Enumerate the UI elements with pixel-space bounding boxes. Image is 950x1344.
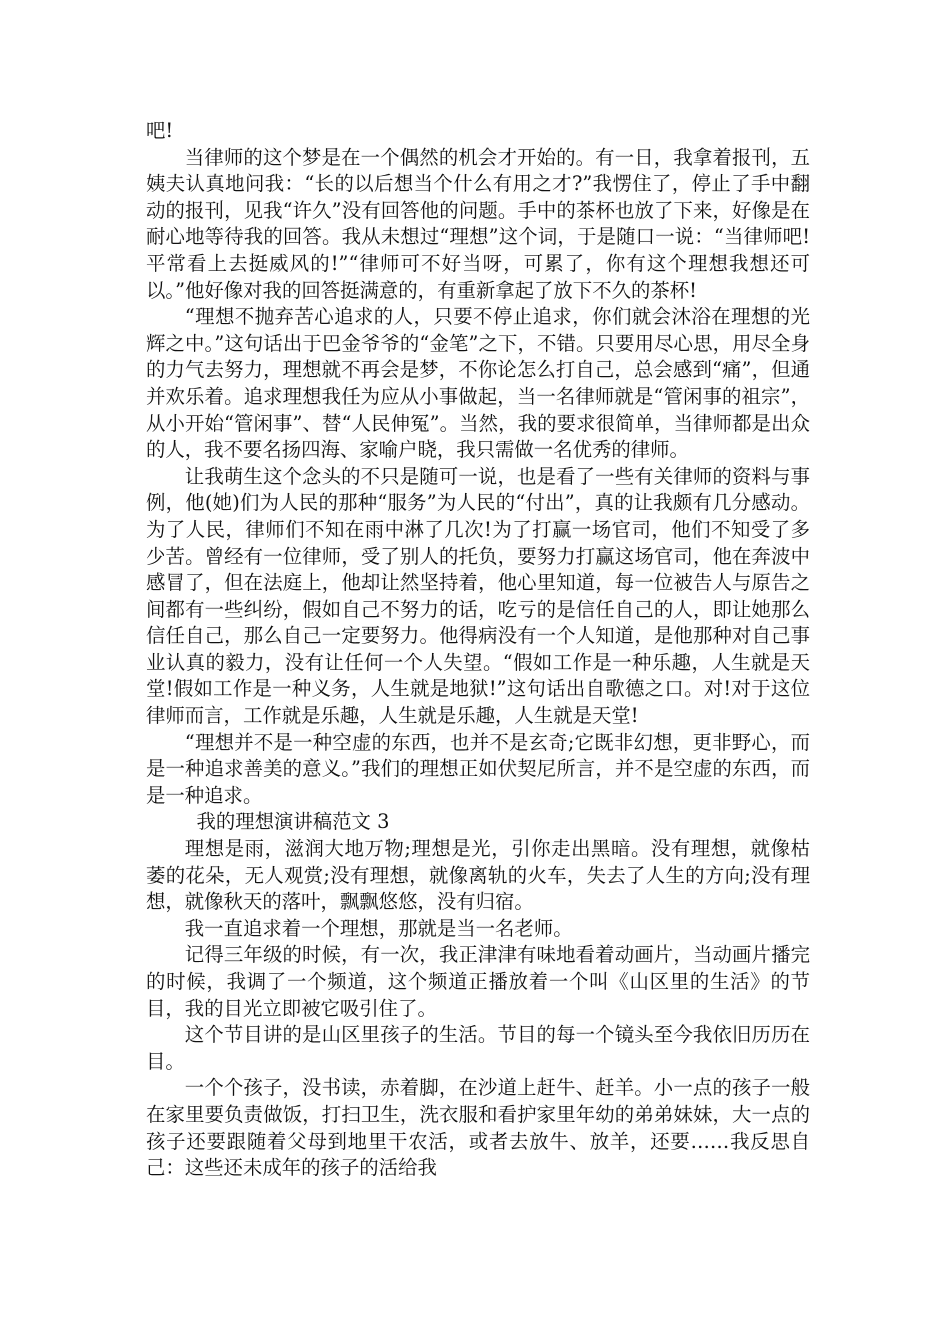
paragraph-lawyer-story: 让我萌生这个念头的不只是随可一说，也是看了一些有关律师的资料与事例，他(她)们为人民的那种“服务”为人民的“付出”，真的让我颇有几分感动。为了人民，律师们不知在雨中淋了几次!为了打赢一场官司，他们不知受了多少苦。曾经有一位律师，受了别人的托负，要努力打赢这场官司，他在奔波中感冒了，但在法庭上，他却让然坚持着，他心里知道，每一位被告人与原告之间都有一些纠纷，假如自己不努力的话，吃亏的是信任自己的人，即让她那么信任自己，那么自己一定要努力。他得病没有一个人知道，是他那种对自己事业认真的毅力，没有让任何一个人失望。“假如工作是一种乐趣，人生就是天堂!假如工作是一种义务，人生就是地狱!”这句话出自歌德之口。对!对于这位律师而言，工作就是乐趣，人生就是乐趣，人生就是天堂! [146,464,810,728]
paragraph-lawyer-dream: 当律师的这个梦是在一个偶然的机会才开始的。有一日，我拿着报刊，五姨夫认真地问我：“长的以后想当个什么有用之才?”我愣住了，停止了手中翻动的报刊，见我“许久”没有回答他的问题。手中的茶杯也放了下来，好像是在耐心地等待我的回答。我从未想过“理想”这个词，于是随口一说：“当律师吧!平常看上去挺威风的!”“律师可不好当呀，可累了，你有这个理想我想还可以。”他好像对我的回答挺满意的，有重新拿起了放下不久的茶杯! [146,145,810,302]
paragraph-tv-program: 记得三年级的时候，有一次，我正津津有味地看着动画片，当动画片播完的时候，我调了一个频道，这个频道正播放着一个叫《山区里的生活》的节目，我的目光立即被它吸引住了。 [146,943,810,1020]
paragraph-teacher-goal: 我一直追求着一个理想，那就是当一名老师。 [184,916,573,940]
section-heading: 我的理想演讲稿范文 3 [196,810,390,834]
paragraph-mountain-life: 这个节目讲的是山区里孩子的生活。节目的每一个镜头至今我依旧历历在目。 [146,1023,810,1073]
paragraph-children: 一个个孩子，没书读，赤着脚，在沙道上赶牛、赶羊。小一点的孩子一般在家里要负责做饭，打扫卫生，洗衣服和看护家里年幼的弟弟妹妹，大一点的孩子还要跟随着父母到地里干农活，或者去放牛、放羊，还要……我反思自己：这些还未成年的孩子的活给我 [146,1076,810,1180]
paragraph-ideal-rain: 理想是雨，滋润大地万物;理想是光，引你走出黑暗。没有理想，就像枯萎的花朵，无人观赏;没有理想，就像离轨的火车，失去了人生的方向;没有理想，就像秋天的落叶，飘飘悠悠，没有归宿。 [146,837,810,914]
document-page [146,118,810,1182]
paragraph-ideal-quote: “理想不抛弃苦心追求的人，只要不停止追求，你们就会沐浴在理想的光辉之中。”这句话出于巴金爷爷的“金笔”之下，不错。只要用尽心思，用尽全身的力气去努力，理想就不再会是梦，不你论怎么打自己，总会感到“痛”，但通并欢乐着。追求理想我任为应从小事做起，当一名律师就是“管闲事的祖宗”，从小开始“管闲事”、替“人民伸冤”。当然，我的要求很简单，当律师都是出众的人，我不要名扬四海、家喻户晓，我只需做一名优秀的律师。 [146,305,810,462]
paragraph-continuation: 吧! [146,119,174,142]
paragraph-ideal-meaning: “理想并不是一种空虚的东西，也并不是玄奇;它既非幻想，更非野心，而是一种追求善美的意义。”我们的理想正如伏契尼所言，并不是空虚的东西，而是一种追求。 [146,730,810,807]
